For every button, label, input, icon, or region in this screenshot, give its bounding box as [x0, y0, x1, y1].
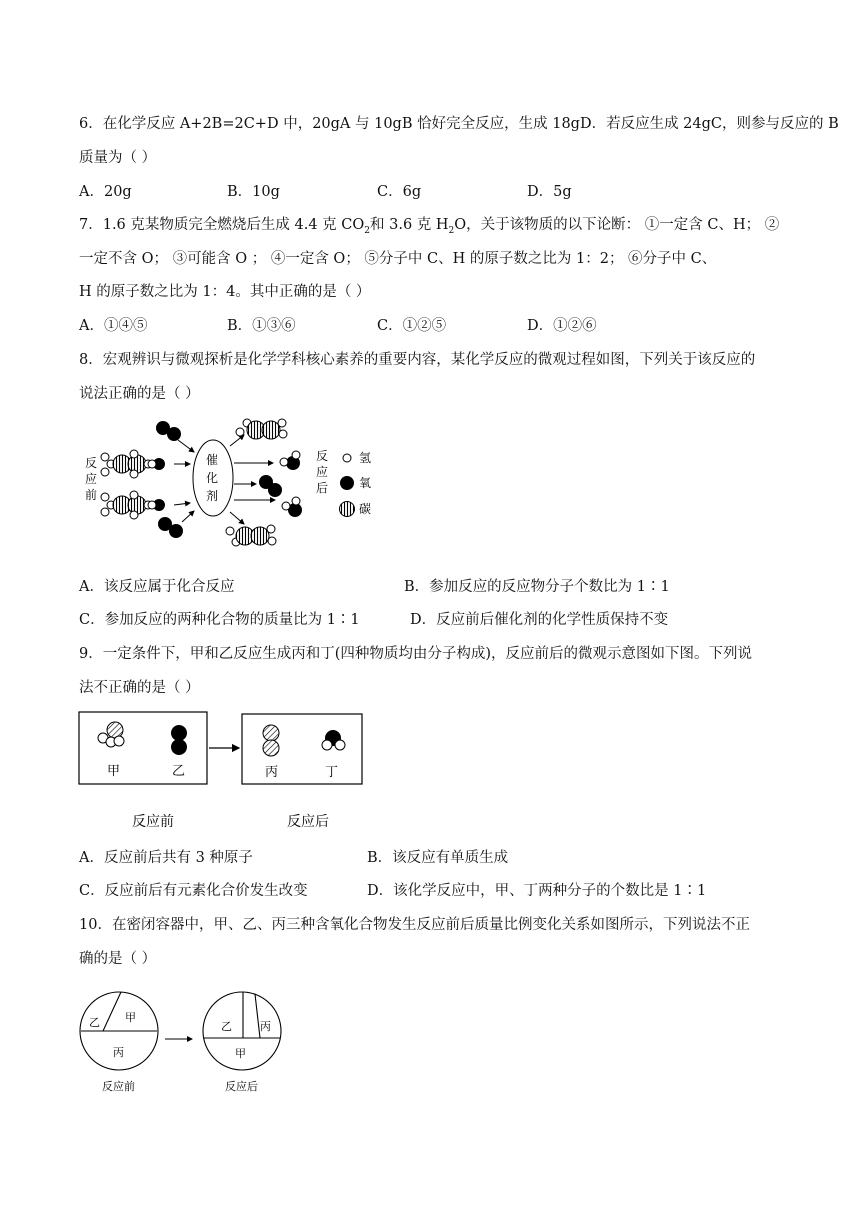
q6-option-a: A．20g [79, 184, 132, 200]
q8-option-c: C．参加反应的两种化合物的质量比为 1∶1 [79, 612, 360, 628]
q6-line1: 6．在化学反应 A+2B=2C+D 中，20gA 与 10gB 恰好完全反应，生成 18gD．若反应生成 24gC，则参与反应的 B [79, 116, 839, 132]
q10-caption-after: 反应后 [225, 1080, 258, 1093]
q8-reaction-diagram [70, 410, 400, 560]
reactant-ethane-molecule-1 [101, 450, 152, 478]
reactant-oxygen-molecule-2 [148, 499, 165, 511]
q10-pie-diagram [75, 985, 305, 1100]
q6-option-b: B．10g [227, 184, 280, 200]
q7-co2-subscript: 2 [364, 225, 370, 236]
q8-after-label-2: 应 [316, 465, 329, 479]
q9-line1: 9．一定条件下，甲和乙反应生成丙和丁(四种物质均由分子构成)，反应前后的微观示意图如下图。下列说 [79, 646, 753, 662]
q7-line1-part-a: 7．1.6 克某物质完全燃烧后生成 4.4 克 CO [79, 217, 365, 233]
label-jia: 甲 [107, 764, 121, 779]
q10-line2: 确的是（ ） [79, 951, 157, 967]
legend-oxygen-label: 氧 [359, 476, 372, 490]
q8-line1: 8．宏观辨识与微观探析是化学学科核心素养的重要内容，某化学反应的微观过程如图，下列关于该反应的 [79, 352, 756, 368]
before-box [79, 712, 207, 784]
q8-before-label-1: 反 [85, 456, 98, 470]
q9-line2: 法不正确的是（ ） [79, 680, 200, 696]
q8-after-label-3: 后 [316, 481, 329, 495]
catalyst-label-2: 化 [206, 471, 219, 485]
reactant-oxygen-molecule-1 [148, 458, 165, 470]
product-ethylene-top [236, 419, 287, 439]
q7-line1-part-c: O，关于该物质的以下论断： ①一定含 C、H； ② [454, 217, 780, 233]
q8-option-d: D．反应前后催化剂的化学性质保持不变 [410, 612, 669, 628]
pie-after-label-jia: 甲 [235, 1047, 246, 1060]
label-ding: 丁 [325, 765, 339, 780]
pie-after-label-yi: 乙 [221, 1020, 232, 1033]
product-ethylene-bottom [226, 525, 276, 546]
q7-line1 [79, 213, 779, 236]
legend-hydrogen-icon [343, 454, 351, 462]
q9-option-d: D．该化学反应中，甲、丁两种分子的个数比是 1∶1 [367, 883, 707, 899]
pie-after-label-bing: 丙 [260, 1020, 271, 1033]
q6-option-d: D．5g [527, 184, 572, 200]
q7-option-c: C．①②⑤ [377, 318, 447, 334]
pie-before-label-yi: 乙 [89, 1016, 100, 1029]
legend-carbon-icon [340, 502, 355, 517]
label-yi: 乙 [172, 764, 186, 779]
q6-option-c: C．6g [377, 184, 422, 200]
reactant-o2-bottom [158, 517, 183, 538]
q7-line2: 一定不含 O； ③可能含 O ； ④一定含 O； ⑤分子中 C、H 的原子数之比为 1：2； ⑥分子中 C、 [79, 251, 717, 267]
caption-after: 反应后 [287, 814, 329, 830]
q9-option-c: C．反应前后有元素化合价发生改变 [79, 883, 308, 899]
reactant-o2-top [156, 421, 181, 441]
q8-after-label-1: 反 [316, 449, 329, 463]
product-water-1 [280, 451, 300, 470]
q9-option-b: B．该反应有单质生成 [367, 850, 509, 866]
pie-before-label-jia: 甲 [125, 1011, 136, 1024]
legend-hydrogen-label: 氢 [359, 451, 372, 465]
q8-line2: 说法正确的是（ ） [79, 386, 200, 402]
q8-option-a: A．该反应属于化合反应 [79, 579, 235, 595]
q8-option-b: B．参加反应的反应物分子个数比为 1∶1 [404, 579, 670, 595]
caption-before: 反应前 [132, 814, 174, 830]
pie-before-label-bing: 丙 [113, 1046, 124, 1059]
catalyst-label-3: 剂 [206, 489, 219, 503]
q8-before-label-2: 应 [85, 472, 98, 486]
after-box [242, 714, 362, 784]
catalyst-label-1: 催 [206, 453, 219, 467]
product-o2-middle [259, 475, 282, 497]
legend-oxygen-icon [340, 476, 354, 490]
q7-option-a: A．①④⑤ [79, 318, 148, 334]
q10-caption-before: 反应前 [102, 1080, 135, 1093]
product-water-2 [282, 497, 302, 517]
q7-option-d: D．①②⑥ [527, 318, 597, 334]
reactant-ethane-molecule-2 [101, 491, 152, 519]
q7-option-b: B．①③⑥ [227, 318, 296, 334]
q9-option-a: A．反应前后共有 3 种原子 [79, 850, 253, 866]
q6-line2: 质量为（ ） [79, 150, 157, 166]
q8-before-label-3: 前 [85, 488, 98, 502]
label-bing: 丙 [265, 765, 279, 780]
q10-line1: 10．在密闭容器中，甲、乙、丙三种含氧化合物发生反应前后质量比例变化关系如图所示，下列说法不正 [79, 917, 750, 933]
q7-line3: H 的原子数之比为 1：4。其中正确的是（ ） [79, 284, 371, 300]
q7-line1-part-b: 和 3.6 克 H [370, 217, 449, 233]
q7-h2o-subscript: 2 [448, 225, 455, 236]
legend-carbon-label: 碳 [359, 502, 372, 516]
q9-reaction-diagram [75, 705, 375, 835]
